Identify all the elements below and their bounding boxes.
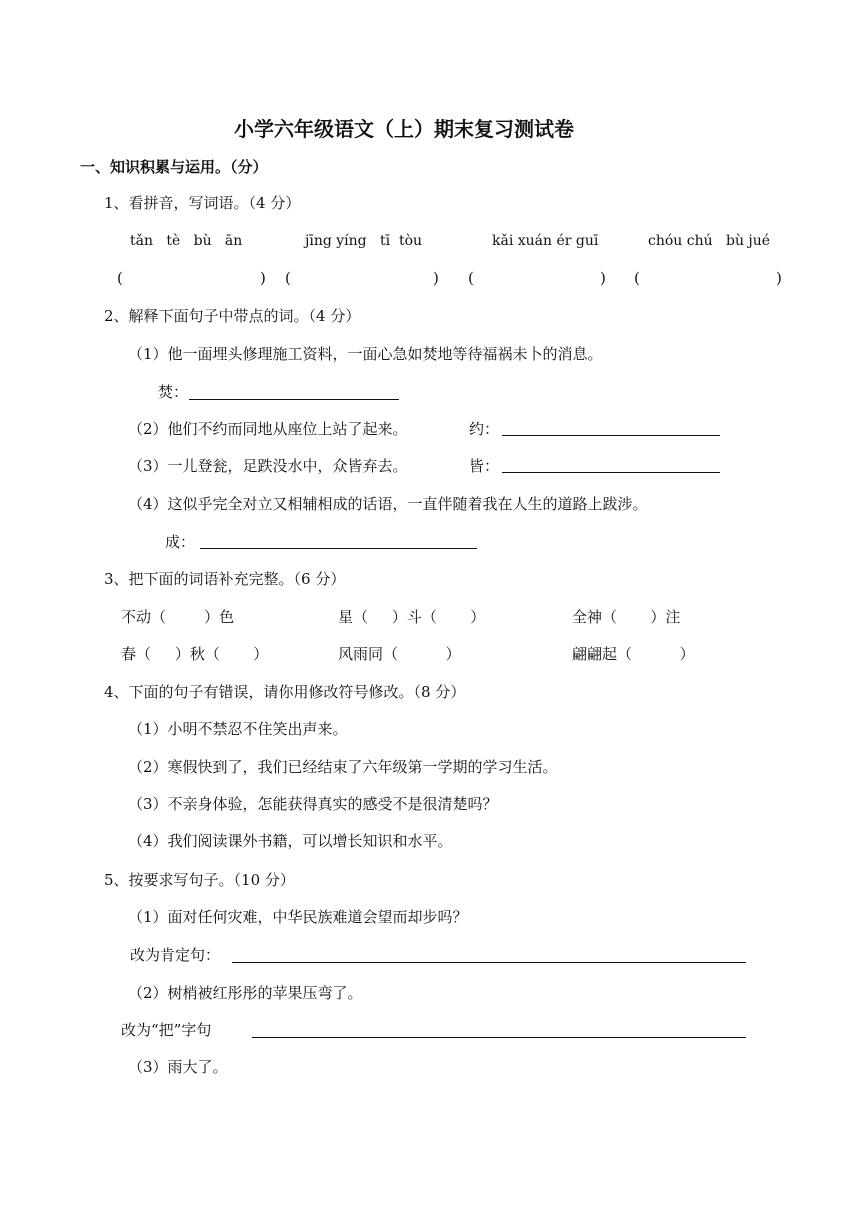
pinyin-2: jīng yíng tī tòu [305,233,423,249]
label-affirmative: 改为肯定句： [130,946,221,964]
answer-paren-close: ) [600,269,606,287]
q2-item-4: （4）这似乎完全对立又相辅相成的话语，一直伴随着我在人生的道路上跋涉。 [128,495,648,513]
label-fen: 焚： [158,383,189,401]
q4-heading: 4、下面的句子有错误，请你用修改符号修改。（8 分） [104,683,466,701]
answer-line [252,1037,746,1038]
idiom-6: 翩翩起（ ） [572,645,695,663]
q2-item-3: （3）一儿登瓮，足跌没水中，众皆弃去。 [128,457,408,475]
q3-heading: 3、把下面的词语补充完整。（6 分） [104,570,346,588]
pinyin-3: kǎi xuán ér guī [492,233,599,249]
answer-paren-open: ( [468,269,474,287]
q2-item-1: （1）他一面埋头修理施工资料，一面心急如焚地等待福祸未卜的消息。 [128,345,603,363]
answer-line [232,962,746,963]
answer-line [502,472,720,473]
label-yue: 约： [469,420,500,438]
answer-paren-open: ( [634,269,640,287]
q4-item-1: （1）小明不禁忍不住笑出声来。 [128,720,348,738]
q5-item-3: （3）雨大了。 [128,1058,228,1076]
answer-paren-close: ) [433,269,439,287]
answer-line [189,399,399,400]
answer-paren-open: ( [285,269,291,287]
idiom-4: 春（ ）秋（ ） [121,645,269,663]
q4-item-2: （2）寒假快到了，我们已经结束了六年级第一学期的学习生活。 [128,758,558,776]
answer-line [502,435,720,436]
idiom-3: 全神（ ）注 [572,608,681,626]
q2-item-2: （2）他们不约而同地从座位上站了起来。 [128,420,408,438]
q5-heading: 5、按要求写句子。（10 分） [104,871,295,889]
answer-line [200,548,477,549]
q4-item-3: （3）不亲身体验，怎能获得真实的感受不是很清楚吗？ [128,795,498,813]
label-cheng: 成： [165,533,196,551]
section-1-heading: 一、知识积累与运用。（分） [80,158,268,176]
q5-item-1: （1）面对任何灾难，中华民族难道会望而却步吗？ [128,908,468,926]
idiom-1: 不动（ ）色 [121,608,235,626]
pinyin-1: tǎn tè bù ān [130,233,243,249]
q5-item-2: （2）树梢被红彤彤的苹果压弯了。 [128,984,363,1002]
answer-paren-open: ( [117,269,123,287]
label-jie: 皆： [469,457,500,475]
pinyin-4: chóu chú bù jué [648,233,771,249]
label-ba-sentence: 改为“把”字句 [121,1021,212,1039]
q2-heading: 2、解释下面句子中带点的词。（4 分） [104,307,361,325]
q4-item-4: （4）我们阅读课外书籍，可以增长知识和水平。 [128,832,453,850]
q1-heading: 1、看拼音，写词语。（4 分） [104,194,301,212]
answer-paren-close: ) [776,269,782,287]
idiom-2: 星（ ）斗（ ） [338,608,486,626]
answer-paren-close: ) [260,269,266,287]
idiom-5: 风雨同（ ） [338,645,461,663]
page-title: 小学六年级语文（上）期末复习测试卷 [234,117,574,141]
